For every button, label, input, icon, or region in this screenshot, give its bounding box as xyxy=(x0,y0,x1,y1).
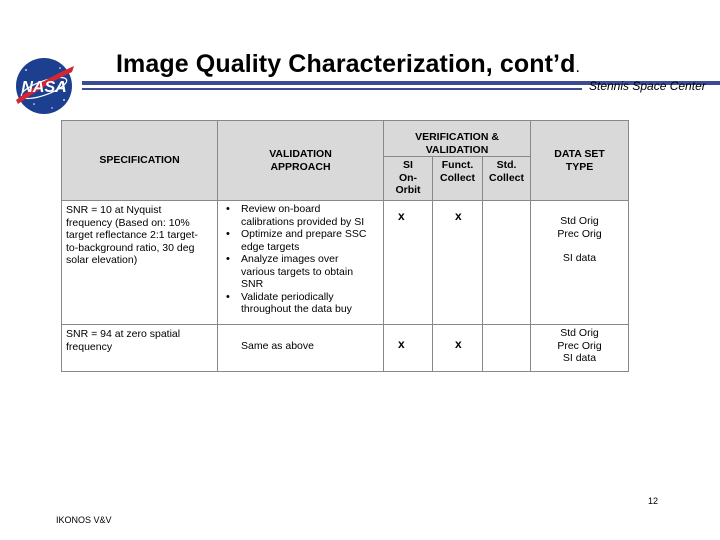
specification-cell: SNR = 10 at Nyquist frequency (Based on: 10% target reflectance 2:1 target- to-background ratio, 30 deg solar elevation) xyxy=(62,201,218,325)
title-suffix: . xyxy=(575,59,580,76)
approach-cell: Same as above xyxy=(218,325,384,372)
footer-program: IKONOS V&V xyxy=(56,515,112,525)
header-si-on-orbit: SI On- Orbit xyxy=(384,157,433,201)
funct-collect-cell xyxy=(433,325,483,372)
std-collect-cell xyxy=(483,325,531,372)
data-set-cell: Std Orig Prec Orig SI data xyxy=(531,325,629,372)
header-specification: SPECIFICATION xyxy=(62,121,218,201)
spec-table xyxy=(61,120,629,372)
table-row xyxy=(62,201,629,325)
check-mark: x xyxy=(455,209,462,223)
funct-collect-cell xyxy=(433,201,483,325)
header-data-set-type: DATA SET TYPE xyxy=(531,121,629,201)
nasa-logo-icon xyxy=(12,56,76,116)
approach-cell xyxy=(218,201,384,325)
list-item: • Optimize and prepare SSC edge targets xyxy=(224,228,379,253)
check-mark: x xyxy=(398,337,405,351)
header-funct-collect: Funct. Collect xyxy=(433,157,483,201)
si-on-orbit-cell xyxy=(384,325,433,372)
table-row xyxy=(62,325,629,372)
page-number: 12 xyxy=(648,496,659,506)
center-name: Stennis Space Center xyxy=(589,79,706,93)
header-rule-thin xyxy=(82,88,582,90)
si-on-orbit-cell xyxy=(384,201,433,325)
header-validation-approach: VALIDATION APPROACH xyxy=(218,121,384,201)
list-item: • Validate periodically throughout the data buy xyxy=(224,291,379,316)
check-mark: x xyxy=(455,337,462,351)
list-item: • Review on-board calibrations provided by SI xyxy=(224,203,379,228)
approach-list xyxy=(224,203,379,316)
svg-text:NASA: NASA xyxy=(21,79,67,96)
specification-cell: SNR = 94 at zero spatial frequency xyxy=(62,325,218,372)
header-std-collect: Std. Collect xyxy=(483,157,531,201)
title-text: Image Quality Characterization, cont’d xyxy=(116,50,576,78)
header-verification-validation: VERIFICATION & VALIDATION xyxy=(384,121,531,157)
std-collect-cell xyxy=(483,201,531,325)
data-set-cell: Std Orig Prec Orig SI data xyxy=(531,201,629,325)
check-mark: x xyxy=(398,209,405,223)
list-item: • Analyze images over various targets to obtain SNR xyxy=(224,253,379,291)
page-title xyxy=(116,50,580,79)
